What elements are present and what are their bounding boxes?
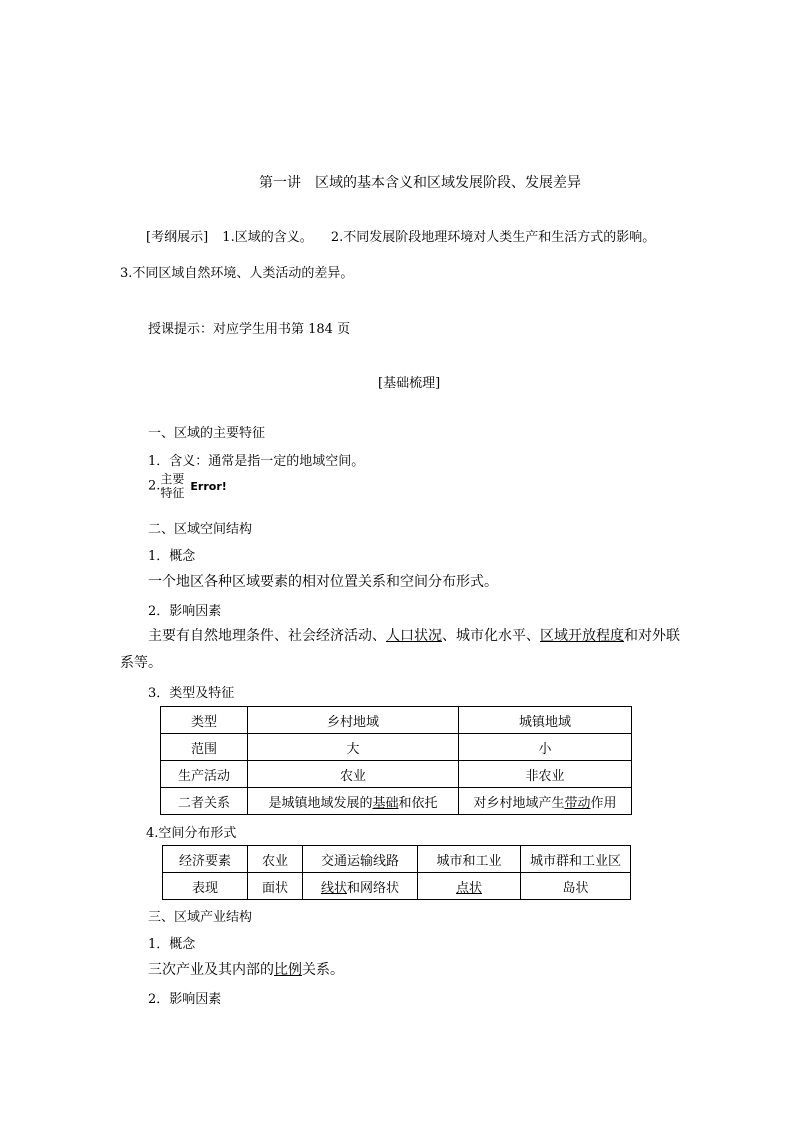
factors-text-a: 主要有自然地理条件、社会经济活动、 [148, 628, 386, 644]
cell-text: 和网络状 [347, 880, 400, 896]
section-3-concept-heading: 1．概念 [148, 937, 196, 952]
table-cell: 非农业 [459, 761, 632, 788]
section-2-distribution-heading: 4.空间分布形式 [146, 826, 237, 841]
item-2-stacked-label [160, 472, 184, 500]
syllabus-tag: [考纲展示] [146, 230, 209, 245]
table-cell: 交通运输线路 [303, 846, 418, 873]
stacked-top: 主要 [160, 472, 185, 486]
factors-text-b: 、城市化水平、 [442, 628, 540, 644]
section-2-heading: 二、区域空间结构 [148, 522, 253, 537]
table-cell: 农业 [248, 761, 459, 788]
table-cell: 面状 [248, 873, 303, 900]
cell-underline: 带动 [564, 795, 591, 811]
table-cell: 二者关系 [161, 788, 248, 815]
region-types-table [160, 706, 632, 815]
table-cell: 农业 [248, 846, 303, 873]
table-cell: 经济要素 [163, 846, 248, 873]
concept-text-b: 关系。 [302, 962, 344, 978]
syllabus-item-1: 1.区域的含义。 [222, 230, 313, 245]
table-cell: 乡村地域 [248, 707, 459, 734]
lecture-hint: 授课提示：对应学生用书第 184 页 [148, 322, 351, 337]
cell-text: 作用 [590, 795, 617, 811]
syllabus-item-2: 2.不同发展阶段地理环境对人类生产和生活方式的影响。 [330, 230, 656, 245]
section-3-heading: 三、区域产业结构 [148, 910, 253, 925]
section-2-types-heading: 3．类型及特征 [148, 686, 235, 701]
table-cell [459, 788, 632, 815]
table-row [163, 846, 631, 873]
table-row [163, 873, 631, 900]
section-2-factors-heading: 2．影响因素 [148, 604, 222, 619]
section-heading: [基础梳理] [378, 376, 441, 391]
section-2-factors-text [120, 623, 680, 677]
table-cell: 城镇地域 [459, 707, 632, 734]
table-cell: 生产活动 [161, 761, 248, 788]
table-cell: 类型 [161, 707, 248, 734]
table-cell: 城市群和工业区 [521, 846, 631, 873]
page-title: 第一讲 区域的基本含义和区域发展阶段、发展差异 [259, 175, 581, 191]
cell-underline: 基础 [372, 795, 399, 811]
cell-text: 是城镇地域发展的 [268, 795, 373, 811]
factors-underline-population: 人口状况 [386, 628, 442, 644]
table-row [161, 761, 632, 788]
table-cell: 小 [459, 734, 632, 761]
section-1-item-1: 1．含义：通常是指一定的地域空间。 [148, 454, 365, 469]
section-1-heading: 一、区域的主要特征 [148, 426, 266, 441]
cell-text: 和依托 [398, 795, 438, 811]
syllabus-item-3: 3.不同区域自然环境、人类活动的差异。 [120, 266, 354, 281]
item-2-prefix: 2. [148, 478, 161, 494]
cell-underline: 点状 [455, 880, 482, 896]
section-2-concept-text: 一个地区各种区域要素的相对位置关系和空间分布形式。 [148, 574, 498, 590]
table-row [161, 707, 632, 734]
table-cell: 表现 [163, 873, 248, 900]
table-cell [248, 788, 459, 815]
section-3-factors-heading: 2．影响因素 [148, 992, 222, 1007]
section-1-item-2 [148, 472, 227, 500]
table-cell: 城市和工业 [418, 846, 521, 873]
cell-underline: 线状 [320, 880, 347, 896]
table-cell [303, 873, 418, 900]
concept-text-a: 三次产业及其内部的 [148, 962, 274, 978]
table-cell: 范围 [161, 734, 248, 761]
table-cell [418, 873, 521, 900]
cell-text: 对乡村地域产生 [473, 795, 565, 811]
table-row [161, 788, 632, 815]
factors-underline-openness: 区域开放程度 [540, 628, 624, 644]
error-text: Error! [190, 479, 227, 493]
section-3-concept-text [148, 959, 344, 979]
factors-text-c: 和对外联系等。 [120, 628, 680, 671]
concept-underline: 比例 [274, 962, 302, 978]
stacked-bottom: 特征 [160, 486, 185, 500]
table-row [161, 734, 632, 761]
syllabus-line [146, 226, 655, 245]
section-2-concept-heading: 1．概念 [148, 549, 196, 564]
table-cell: 大 [248, 734, 459, 761]
spatial-distribution-table [162, 845, 631, 900]
table-cell: 岛状 [521, 873, 631, 900]
